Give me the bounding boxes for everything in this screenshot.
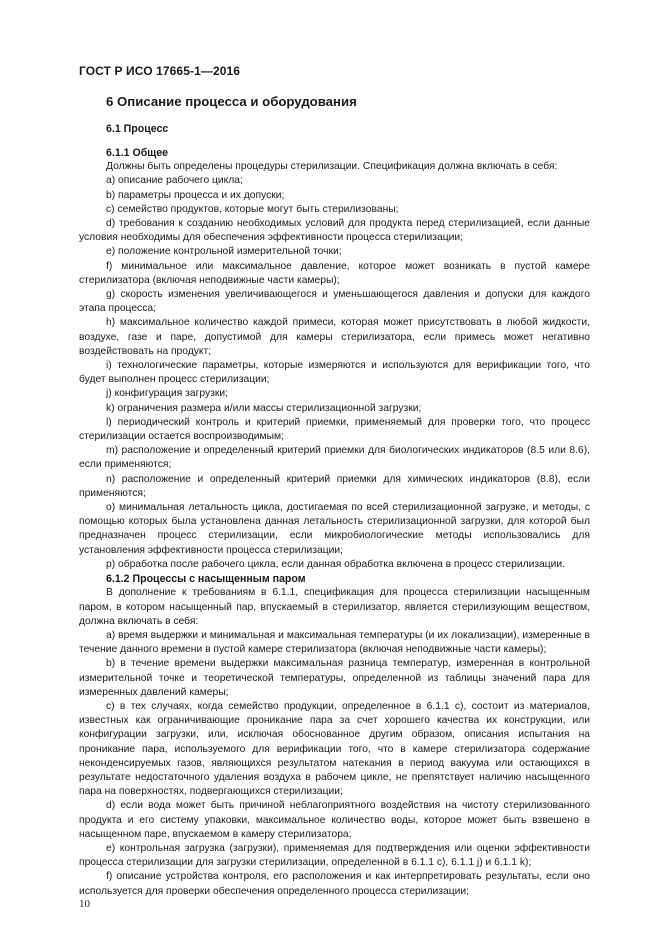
clause-heading-saturated-steam: 6.1.2 Процессы с насыщенным паром bbox=[106, 573, 306, 586]
page-content bbox=[79, 94, 590, 899]
page-number: 10 bbox=[79, 898, 90, 910]
list-item: p) обработка после рабочего цикла, если данная обработка включена в процесс стерилизации. bbox=[106, 558, 566, 570]
list-item: f) минимальное или максимальное давление, которое может возникать в пустой камере стерилизатора (включая неподвижные части камеры); bbox=[79, 260, 590, 286]
list-item: l) периодический контроль и критерий приемки, применяемый для проверки того, что процесс стерилизации остается воспроизводимым; bbox=[79, 416, 590, 443]
standard-code-header: ГОСТ Р ИСО 17665-1—2016 bbox=[79, 64, 241, 78]
section-heading: 6 Описание процесса и оборудования bbox=[106, 94, 357, 109]
list-item: d) требования к созданию необходимых условий для продукта перед стерилизацией, если данные условия необходимы для обеспечения эффективности процесса стерилизации; bbox=[79, 218, 590, 244]
list-item: m) расположение и определенный критерий приемки для биологических индикаторов (8.5 или 8.6), если применяются; bbox=[79, 445, 590, 471]
list-item: f) описание устройства контроля, его расположения и как интерпретировать результаты, если оно используется для проверки обеспечения определенного процесса стерилизации; bbox=[79, 871, 590, 897]
list-item: а) описание рабочего цикла; bbox=[106, 175, 243, 187]
list-item: o) минимальная летальность цикла, достигаемая по всей стерилизационной загрузке, и методы, с помощью которых была установлена данная летальность стерилизационной загрузки, для которой был предназначен процесс стерилизации, если микробиологические методы использовались для установления эффективности процесса стерилизации; bbox=[79, 502, 590, 556]
list-item: c) семейство продуктов, которые могут быть стерилизованы; bbox=[106, 203, 399, 215]
list-item: e) контрольная загрузка (загрузки), применяемая для подтверждения или оценки эффективности процесса стерилизации для загрузки стерилизации, определенной в 6.1.1 с), 6.1.1 j) и 6.1.1 k); bbox=[79, 842, 590, 869]
list-item: g) скорость изменения увеличивающегося и уменьшающегося давления и допуски для каждого этапа процесса; bbox=[79, 289, 590, 315]
list-item: e) положение контрольной измерительной точки; bbox=[106, 246, 342, 258]
list-item: d) если вода может быть причиной неблагоприятного воздействия на чистоту стерилизованного продукта и его систему упаковки, максимальное количество воды, которое может быть взвешено в насыщенном паре, впускаемом в камеру стерилизатора; bbox=[79, 800, 590, 840]
list-item: c) в тех случаях, когда семейство продукции, определенное в 6.1.1 с), состоит из материалов, известных как ограничивающие проникание пара за счет хорошего качества их конструкции, или конфигурации загрузки, или, исключая обоснованное другим образом, описания испытания на проникание пара, используемого для верификации того, что в камере стерилизатора содержание неконденсируемых газов, являющихся результатом натекания в период вакуума или остающихся в результате недостаточного удаления воздуха в рабочем цикле, не препятствует наличию насыщенного пара на поверхностях, подвергающихся стерилизации; bbox=[79, 700, 590, 798]
subsection-heading: 6.1 Процесс bbox=[106, 123, 169, 135]
list-item: b) в течение времени выдержки максимальная разница температур, измеренная в контрольной измерительной точке и теоретической температуры, определенной из таблицы значений пара для измеренных давлений камеры; bbox=[79, 658, 590, 698]
list-item: а) время выдержки и минимальная и максимальная температуры (и их локализации), измеренные в течение данного времени в пустой камере стерилизатора (включая неподвижные части камеры); bbox=[79, 629, 590, 656]
list-item: h) максимальное количество каждой примеси, которая может присутствовать в любой жидкости, воздухе, газе и паре, допустимой для камеры стерилизатора, если примесь может негативно воздействовать на продукт; bbox=[79, 317, 590, 357]
list-item: k) ограничения размера и/или массы стерилизационной загрузки; bbox=[106, 402, 422, 414]
list-item: b) параметры процесса и их допуски; bbox=[106, 189, 285, 201]
list-item: j) конфигурация загрузки; bbox=[106, 388, 228, 400]
clause-heading-general: 6.1.1 Общее bbox=[106, 147, 169, 159]
clause-intro-general: Должны быть определены процедуры стерилизации. Спецификация должна включать в себя: bbox=[106, 161, 558, 173]
list-item: i) технологические параметры, которые измеряются и используются для верификации того, что будет выполнен процесс стерилизации; bbox=[79, 360, 590, 386]
clause-intro-saturated-steam: В дополнение к требованиям в 6.1.1, спецификация для процесса стерилизации насыщенным паром, в котором насыщенный пар, впускаемый в стерилизатор, является стерилизующим веществом, должна включать в себя: bbox=[79, 587, 590, 627]
list-item: n) расположение и определенный критерий приемки для химических индикаторов (8.8), если применяются; bbox=[79, 473, 590, 499]
